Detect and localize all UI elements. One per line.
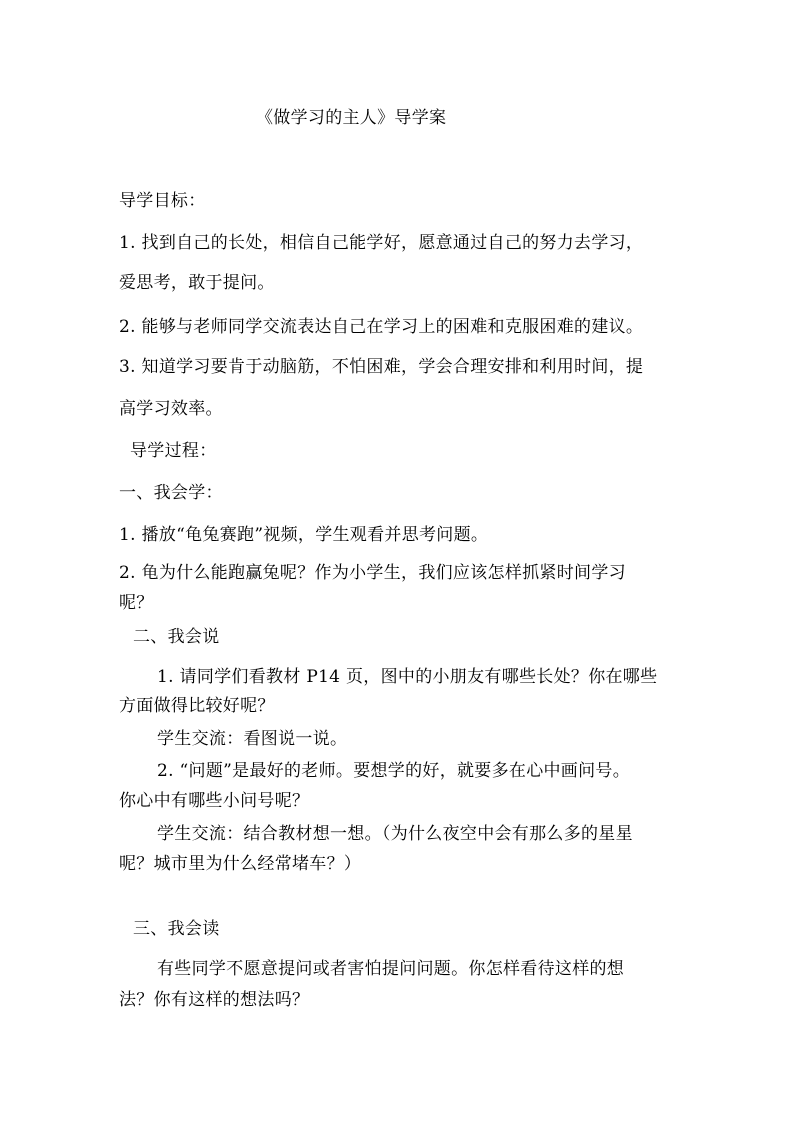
objectives-heading: 导学目标：: [119, 191, 206, 211]
objective-1-line-1: 1. 找到自己的长处，相信自己能学好，愿意通过自己的努力去学习，: [119, 233, 644, 253]
section-1-item-2-line-1: 2. 龟为什么能跑赢兔呢？作为小学生，我们应该怎样抓紧时间学习: [119, 563, 626, 583]
process-heading: 导学过程：: [130, 441, 217, 461]
section-2-exchange-1: 学生交流：看图说一说。: [157, 729, 348, 749]
section-1-item-1: 1. 播放“龟兔赛跑”视频，学生观看并思考问题。: [119, 525, 489, 545]
document-title: 《做学习的主人》导学案: [256, 108, 447, 128]
section-3-heading: 三、我会读: [133, 919, 220, 939]
section-2-question-2-line-2: 你心中有哪些小问号呢？: [119, 791, 310, 811]
section-3-paragraph-line-1: 有些同学不愿意提问或者害怕提问问题。你怎样看待这样的想: [157, 959, 625, 979]
section-2-heading: 二、我会说: [133, 627, 220, 647]
section-2-question-2-line-1: 2. “问题”是最好的老师。要想学的好，就要多在心中画问号。: [157, 761, 631, 781]
objective-1-line-2: 爱思考，敢于提问。: [119, 273, 275, 293]
section-1-heading: 一、我会学：: [119, 483, 223, 503]
objective-3-line-2: 高学习效率。: [119, 399, 223, 419]
objective-2: 2. 能够与老师同学交流表达自己在学习上的困难和克服困难的建议。: [119, 317, 644, 337]
section-2-exchange-2-line-2: 呢？城市里为什么经常堵车？）: [119, 854, 362, 874]
section-2-exchange-2-line-1: 学生交流：结合教材想一想。（为什么夜空中会有那么多的星星: [157, 824, 633, 844]
objective-3-line-1: 3. 知道学习要肯于动脑筋，不怕困难，学会合理安排和利用时间，提: [119, 357, 644, 377]
section-2-question-1-line-1: 1. 请同学们看教材 P14 页，图中的小朋友有哪些长处？你在哪些: [157, 667, 658, 687]
section-3-paragraph-line-2: 法？你有这样的想法吗？: [119, 990, 310, 1010]
section-2-question-1-line-2: 方面做得比较好呢？: [119, 696, 275, 716]
section-1-item-2-line-2: 呢？: [119, 593, 154, 613]
